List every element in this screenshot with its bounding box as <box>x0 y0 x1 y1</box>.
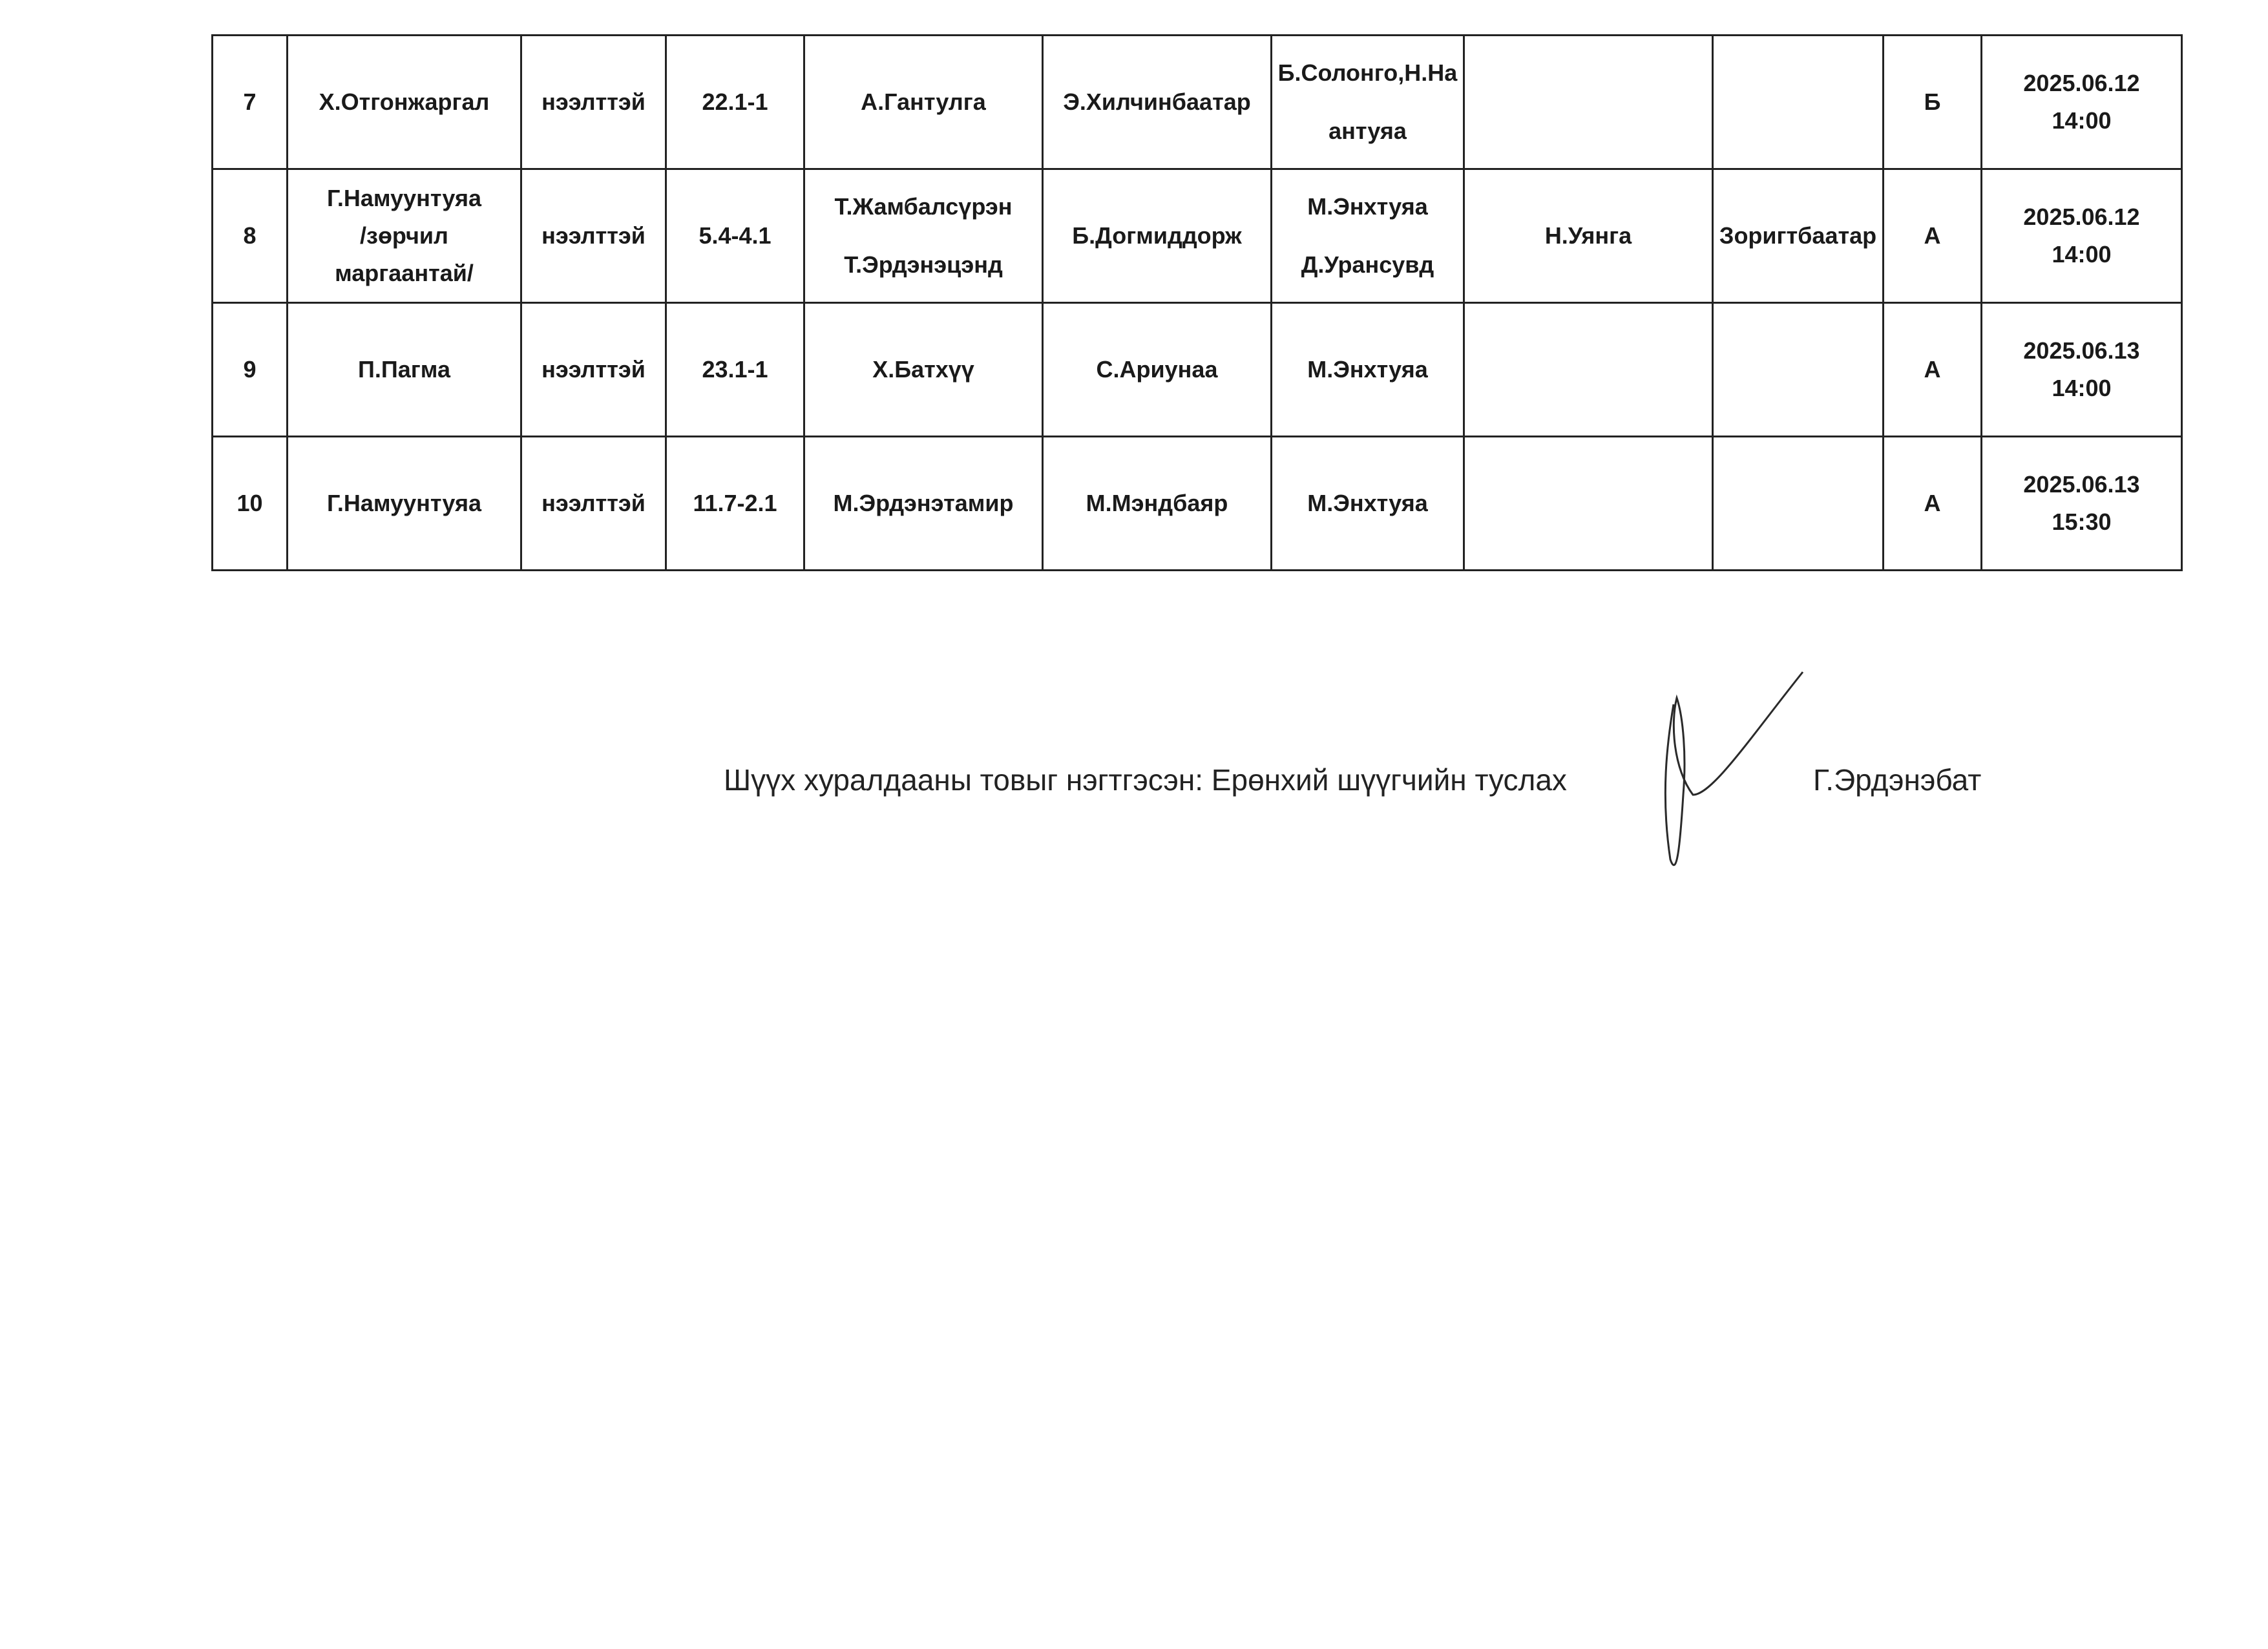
table-row <box>213 303 2182 437</box>
cell-code: 11.7-2.1 <box>666 437 804 571</box>
cell-party <box>288 169 521 303</box>
cell-room: А <box>1884 169 1982 303</box>
cell-number: 8 <box>213 169 288 303</box>
cell-status: нээлттэй <box>521 303 666 437</box>
cell-time: 15:30 <box>2052 509 2112 535</box>
cell-text-line: маргаантай/ <box>335 260 474 286</box>
cell-time: 14:00 <box>2052 241 2112 268</box>
cell-date: 2025.06.12 <box>2023 70 2140 96</box>
cell-status: нээлттэй <box>521 169 666 303</box>
cell-col9 <box>1713 303 1884 437</box>
cell-col9 <box>1713 437 1884 571</box>
footer-caption: Шүүх хуралдааны товыг нэгтгэсэн: Ерөнхий шүүгчийн туслах <box>724 763 1567 797</box>
cell-col8 <box>1464 169 1713 303</box>
cell-datetime <box>1982 437 2182 571</box>
cell-datetime <box>1982 303 2182 437</box>
cell-date: 2025.06.12 <box>2023 204 2140 230</box>
cell-code: 23.1-1 <box>666 303 804 437</box>
cell-judge-2 <box>1043 303 1272 437</box>
cell-date: 2025.06.13 <box>2023 337 2140 364</box>
cell-text-line: Н.Уянга <box>1544 222 1632 249</box>
cell-text-line: /зөрчил <box>360 222 448 249</box>
cell-text-line: Г.Намуунтуяа <box>327 185 481 211</box>
cell-text-line: А.Гантулга <box>861 89 986 115</box>
cell-party <box>288 437 521 571</box>
cell-text-line: С.Ариунаа <box>1096 356 1218 383</box>
cell-col8 <box>1464 437 1713 571</box>
cell-judge <box>804 437 1043 571</box>
table-row <box>213 169 2182 303</box>
cell-datetime <box>1982 169 2182 303</box>
cell-members <box>1272 169 1464 303</box>
table-row <box>213 437 2182 571</box>
cell-text-line: Х.Батхүү <box>872 356 974 383</box>
cell-text-line: М.Мэндбаяр <box>1086 490 1228 516</box>
cell-status: нээлттэй <box>521 36 666 169</box>
cell-col9 <box>1713 36 1884 169</box>
footer-signatory-name: Г.Эрдэнэбат <box>1813 763 1982 797</box>
cell-room: Б <box>1884 36 1982 169</box>
cell-text-line: Д.Урансувд <box>1301 251 1434 278</box>
cell-status: нээлттэй <box>521 437 666 571</box>
cell-judge <box>804 303 1043 437</box>
cell-text-line: Зоригтбаатар <box>1719 222 1877 249</box>
cell-room: А <box>1884 303 1982 437</box>
cell-text-line: М.Энхтуяа <box>1307 490 1428 516</box>
cell-members <box>1272 303 1464 437</box>
cell-text-line: П.Пагма <box>358 356 450 383</box>
cell-text-line: Т.Эрдэнэцэнд <box>844 251 1003 278</box>
cell-judge-2 <box>1043 169 1272 303</box>
cell-text-line: Х.Отгонжаргал <box>319 89 490 115</box>
signature-image <box>1654 666 1822 885</box>
cell-time: 14:00 <box>2052 375 2112 401</box>
cell-members <box>1272 36 1464 169</box>
cell-number: 10 <box>213 437 288 571</box>
cell-text-line: М.Энхтуяа <box>1307 356 1428 383</box>
cell-number: 7 <box>213 36 288 169</box>
cell-text-line: Б.Солонго,Н.На <box>1277 59 1458 86</box>
cell-code: 5.4-4.1 <box>666 169 804 303</box>
cell-judge-2 <box>1043 36 1272 169</box>
hearing-schedule-table <box>211 34 2183 571</box>
cell-col9 <box>1713 169 1884 303</box>
cell-members <box>1272 437 1464 571</box>
cell-text-line: М.Энхтуяа <box>1307 193 1428 220</box>
cell-text-line: Б.Догмиддорж <box>1072 222 1242 249</box>
cell-col8 <box>1464 36 1713 169</box>
cell-judge-2 <box>1043 437 1272 571</box>
table-row <box>213 36 2182 169</box>
cell-code: 22.1-1 <box>666 36 804 169</box>
cell-col8 <box>1464 303 1713 437</box>
cell-date: 2025.06.13 <box>2023 471 2140 498</box>
cell-judge <box>804 169 1043 303</box>
cell-text-line: Э.Хилчинбаатар <box>1063 89 1251 115</box>
cell-text-line: антуяа <box>1328 118 1407 144</box>
cell-text-line: Т.Жамбалсүрэн <box>834 193 1013 220</box>
cell-room: А <box>1884 437 1982 571</box>
cell-datetime <box>1982 36 2182 169</box>
cell-text-line: М.Эрдэнэтамир <box>833 490 1014 516</box>
cell-judge <box>804 36 1043 169</box>
cell-time: 14:00 <box>2052 107 2112 134</box>
cell-number: 9 <box>213 303 288 437</box>
cell-party <box>288 36 521 169</box>
cell-text-line: Г.Намуунтуяа <box>327 490 481 516</box>
cell-party <box>288 303 521 437</box>
